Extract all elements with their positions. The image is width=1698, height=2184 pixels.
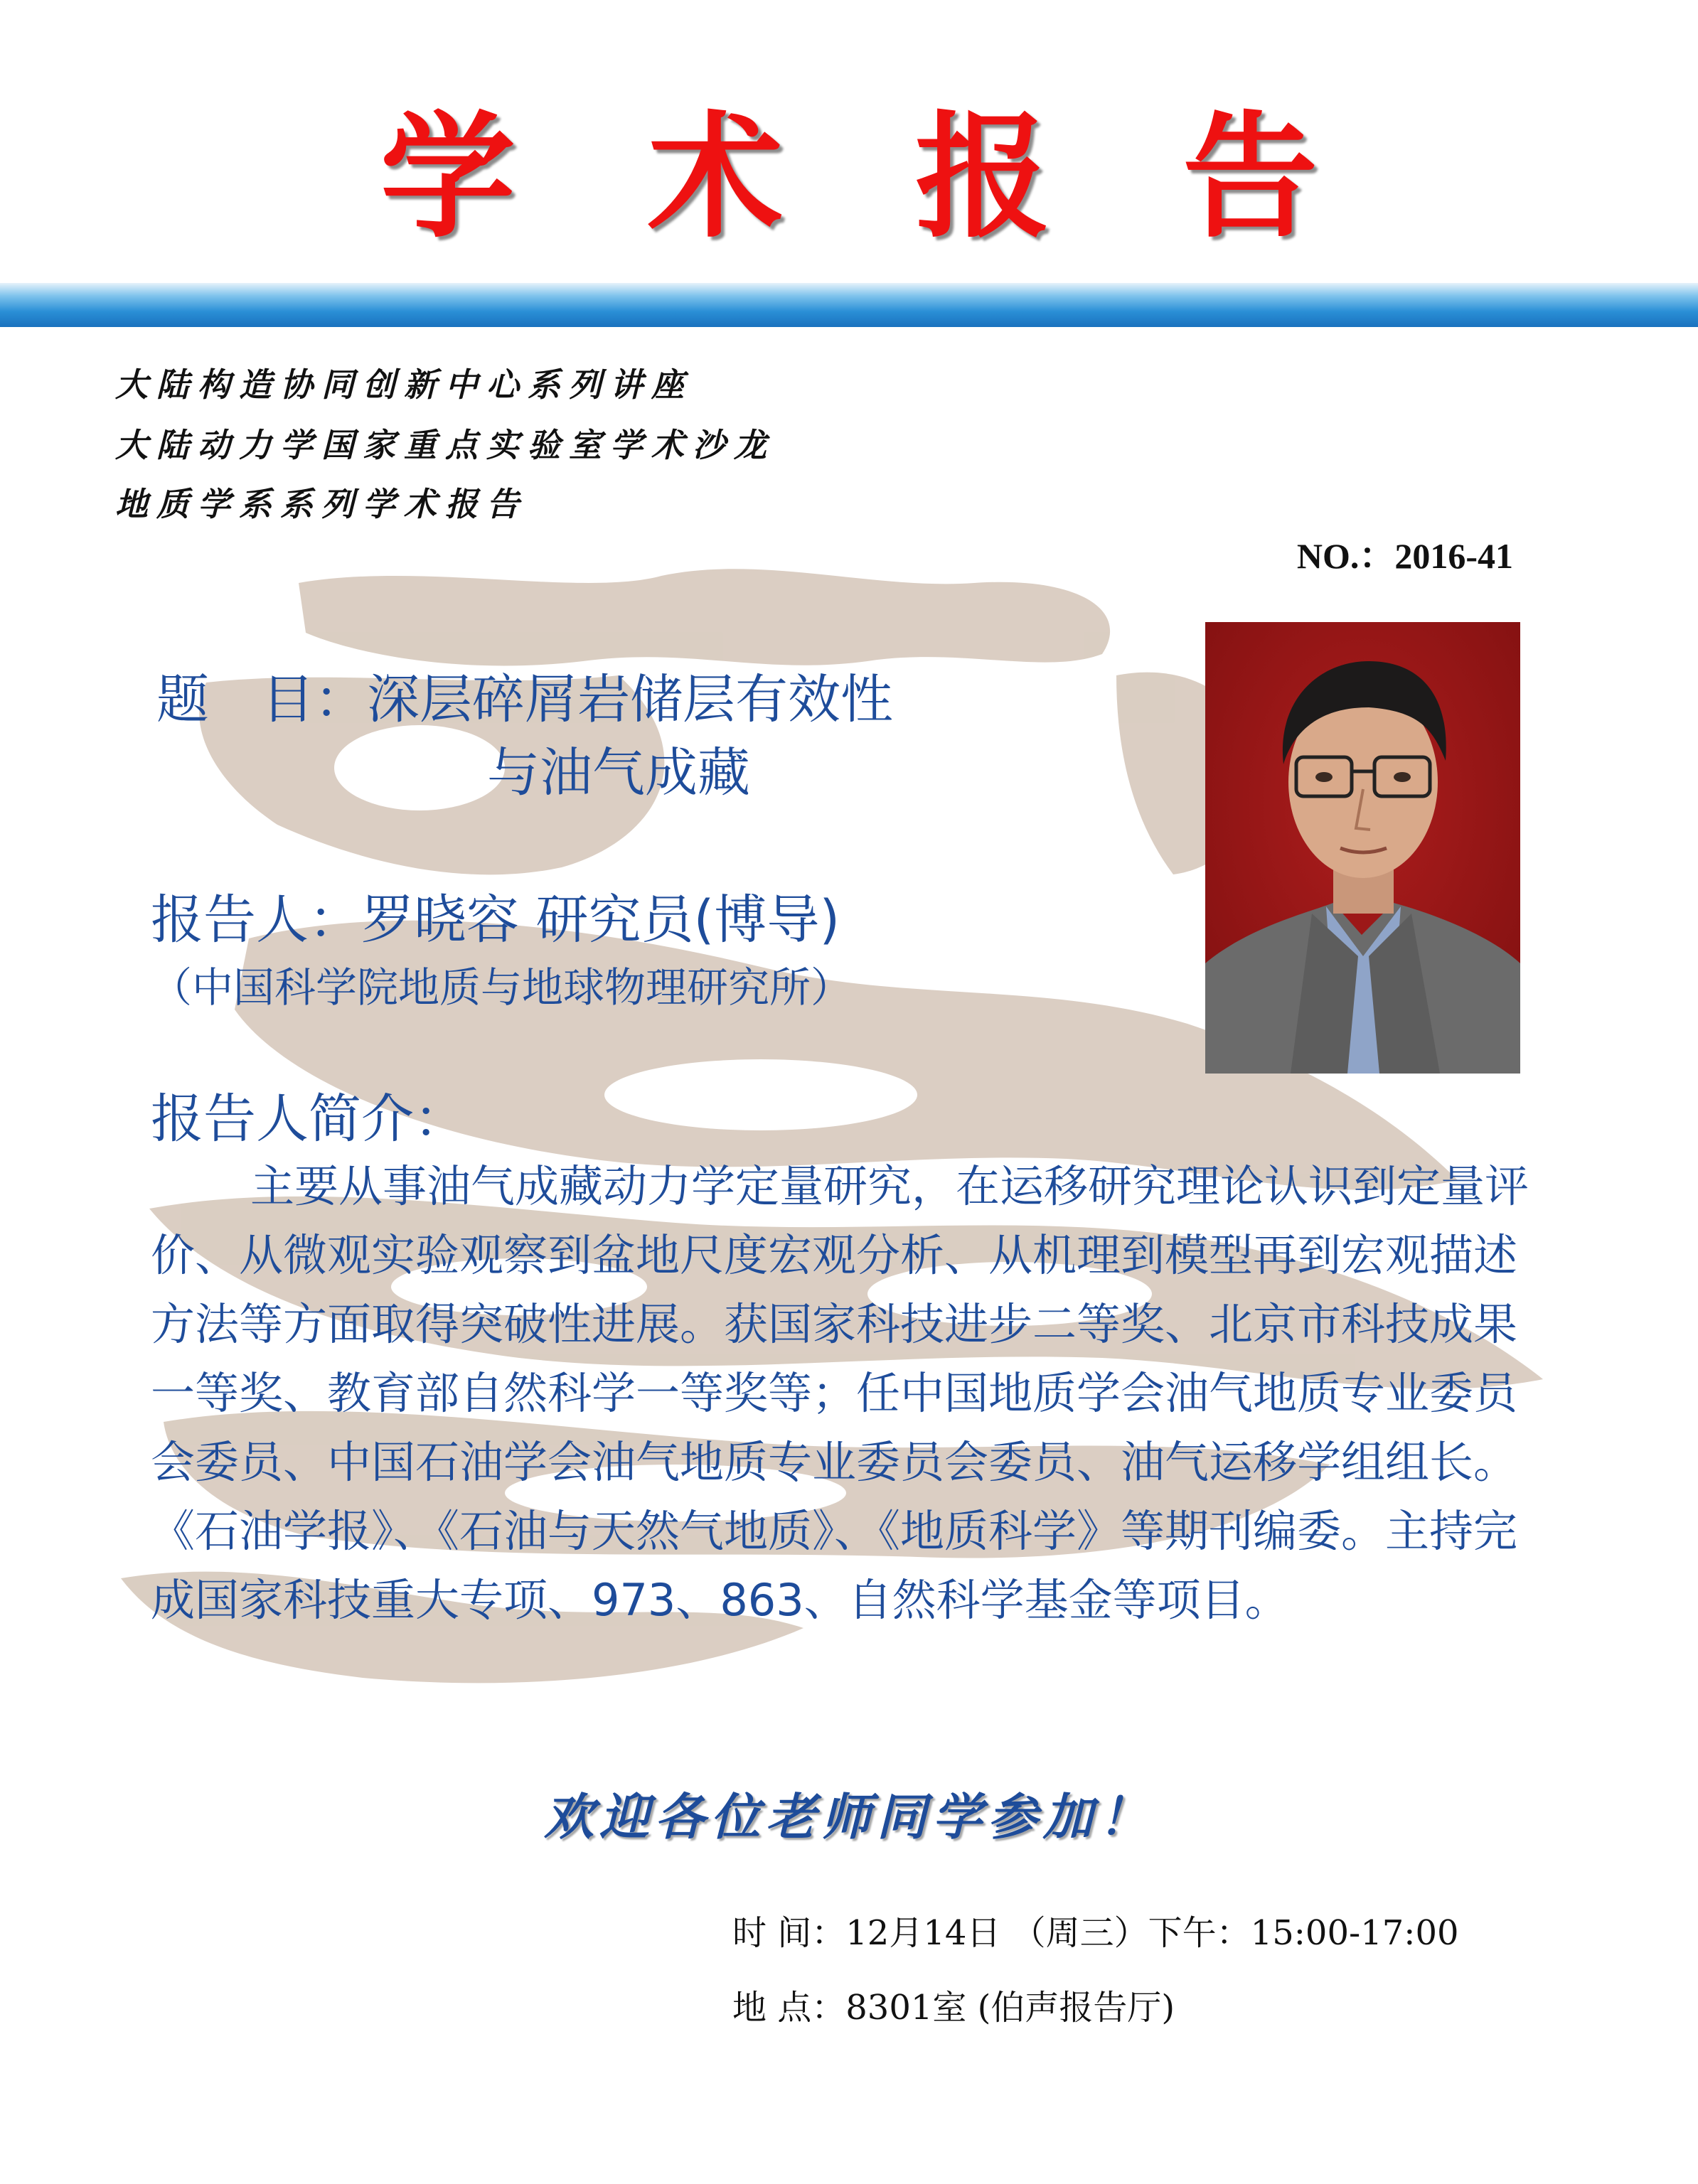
topic-label: 题 目： [156, 669, 367, 730]
poster-title: 学 术 报 告 [380, 99, 1361, 256]
series-line-1: 大陆构造协同创新中心系列讲座 [115, 365, 693, 404]
series-line-2: 大陆动力学国家重点实验室学术沙龙 [115, 426, 775, 464]
intro-body [151, 1152, 1541, 1634]
header-band [0, 283, 1698, 327]
report-number: NO.：2016-41 [1296, 536, 1513, 576]
time-value: 12月14日 （周三）下午：15:00-17:00 [845, 1913, 1459, 1953]
speaker-title: 研究员(博导) [535, 889, 840, 951]
time-label: 时 间： [732, 1913, 846, 1953]
intro-text: 主要从事油气成藏动力学定量研究，在运移研究理论认识到定量评价、从微观实验观察到盆地尺度宏观分析、从机理到模型再到宏观描述方法等方面取得突破性进展。获国家科技进步二等奖、北京市科技成果一等奖、教育部自然科学一等奖等；任中国地质学会油气地质专业委员会委员、中国石油学会油气地质专业委员会委员、油气运移学组组长。《石油学报》、《石油与天然气地质》、《地质科学》等期刊编委。主持完成国家科技重大专项、973、863、自然科学基金等项目。 [151, 1160, 1529, 1626]
speaker-photo [1205, 622, 1520, 1074]
place-line [732, 1980, 1175, 2029]
time-line [732, 1905, 1459, 1954]
welcome-text: 欢迎各位老师同学参加！ [544, 1787, 1154, 1846]
speaker-name: 罗晓容 [361, 889, 519, 951]
speaker-label: 报告人： [151, 889, 361, 951]
series-line-3: 地质学系系列学术报告 [115, 485, 528, 523]
topic-title-2: 与油气成藏 [487, 742, 750, 803]
place-value: 8301室 (伯声报告厅) [845, 1988, 1175, 2028]
topic-title-1: 深层碎屑岩储层有效性 [367, 669, 893, 730]
speaker-line [151, 878, 840, 953]
intro-heading: 报告人简介： [151, 1088, 466, 1150]
speaker-institution: （中国科学院地质与地球物理研究所） [151, 963, 853, 1012]
place-label: 地 点： [732, 1988, 846, 2028]
topic-line-1 [156, 658, 893, 733]
